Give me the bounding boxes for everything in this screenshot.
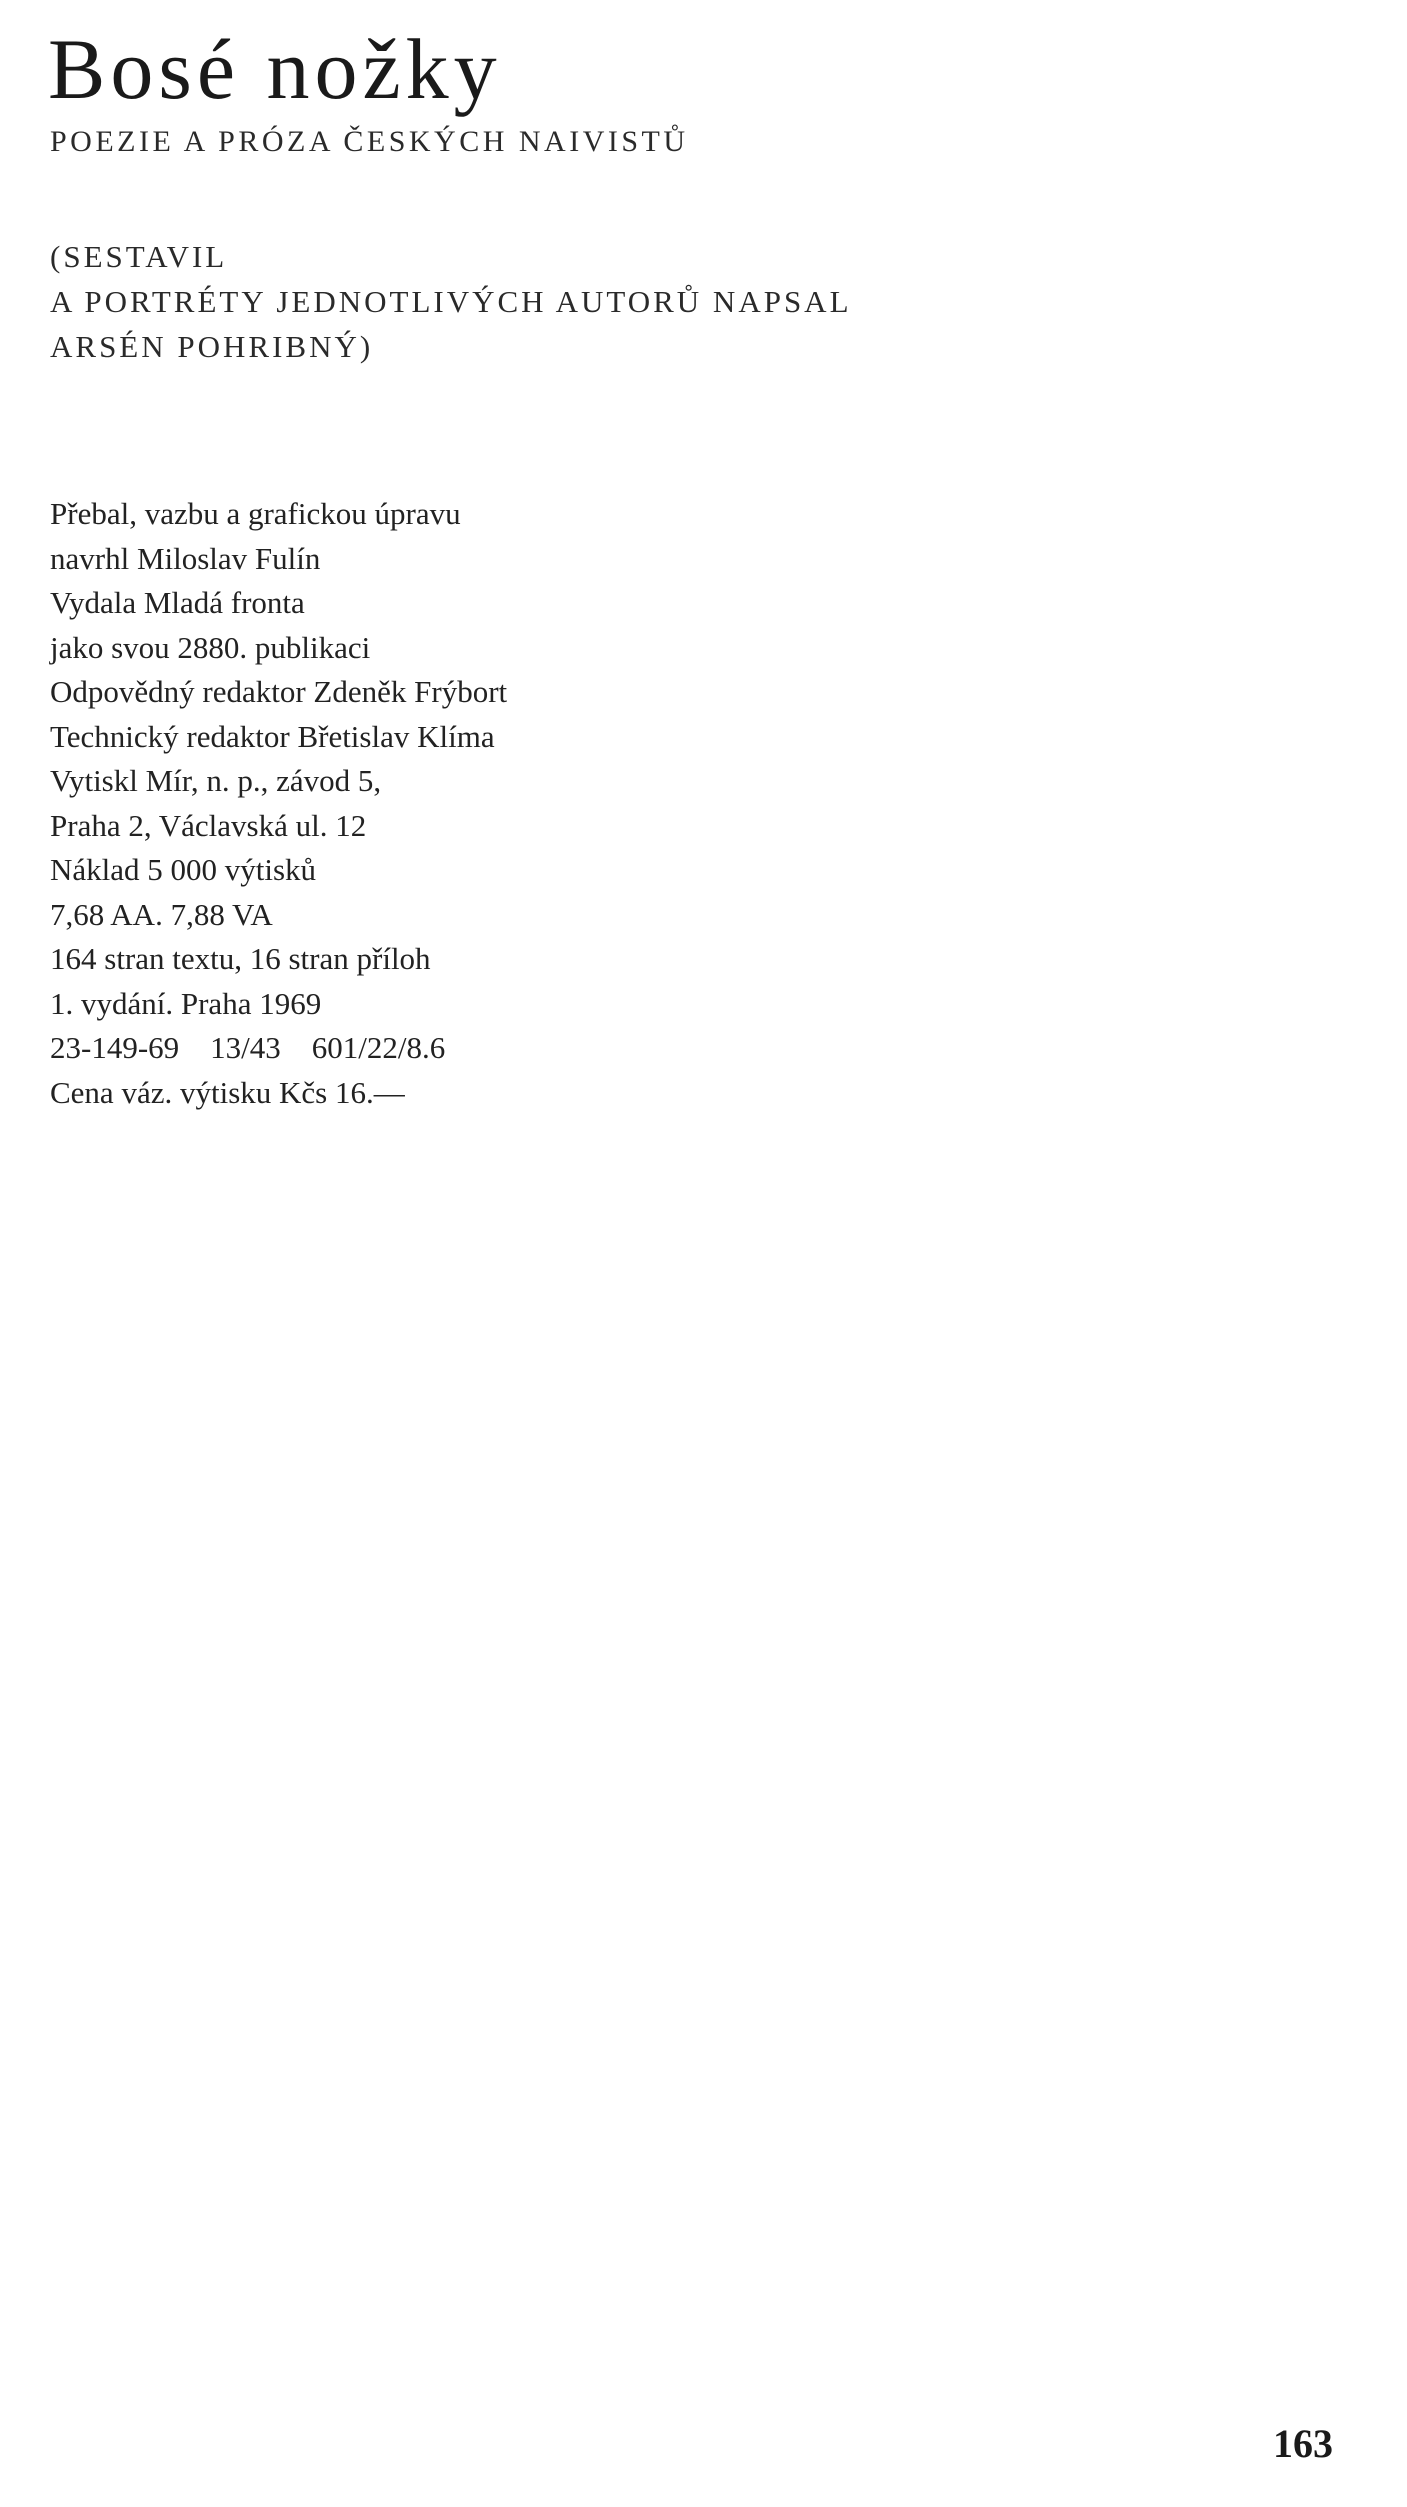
- colophon-line: Cena váz. výtisku Kčs 16.—: [50, 1074, 405, 1110]
- colophon-line: Odpovědný redaktor Zdeněk Frýbort: [50, 674, 508, 709]
- page-number: 163: [1273, 2421, 1333, 2466]
- colophon-line: 1. vydání. Praha 1969: [50, 985, 322, 1021]
- book-subtitle: POEZIE A PRÓZA ČESKÝCH NAIVISTŮ: [50, 125, 689, 158]
- colophon-line: Vydala Mladá fronta: [50, 585, 305, 620]
- colophon-line: Vytiskl Mír, n. p., závod 5,: [50, 763, 382, 798]
- colophon-line: navrhl Miloslav Fulín: [50, 540, 321, 576]
- colophon-line: 23-149-69 13/43 601/22/8.6: [50, 1030, 446, 1065]
- editor-note-line: (SESTAVIL: [50, 239, 228, 274]
- colophon-line: Náklad 5 000 výtisků: [50, 852, 317, 887]
- colophon-line: 7,68 AA. 7,88 VA: [50, 896, 273, 932]
- colophon-line: Praha 2, Václavská ul. 12: [50, 807, 367, 843]
- editor-note: [50, 234, 852, 369]
- colophon: [50, 492, 507, 1115]
- editor-note-line: A PORTRÉTY JEDNOTLIVÝCH AUTORŮ NAPSAL: [50, 284, 852, 319]
- colophon-line: 164 stran textu, 16 stran příloh: [50, 941, 431, 976]
- editor-note-line: ARSÉN POHRIBNÝ): [50, 329, 374, 364]
- colophon-line: Technický redaktor Břetislav Klíma: [50, 718, 495, 754]
- colophon-line: Přebal, vazbu a grafickou úpravu: [50, 496, 461, 531]
- colophon-line: jako svou 2880. publikaci: [50, 629, 371, 665]
- book-title: Bosé nožky: [48, 21, 502, 117]
